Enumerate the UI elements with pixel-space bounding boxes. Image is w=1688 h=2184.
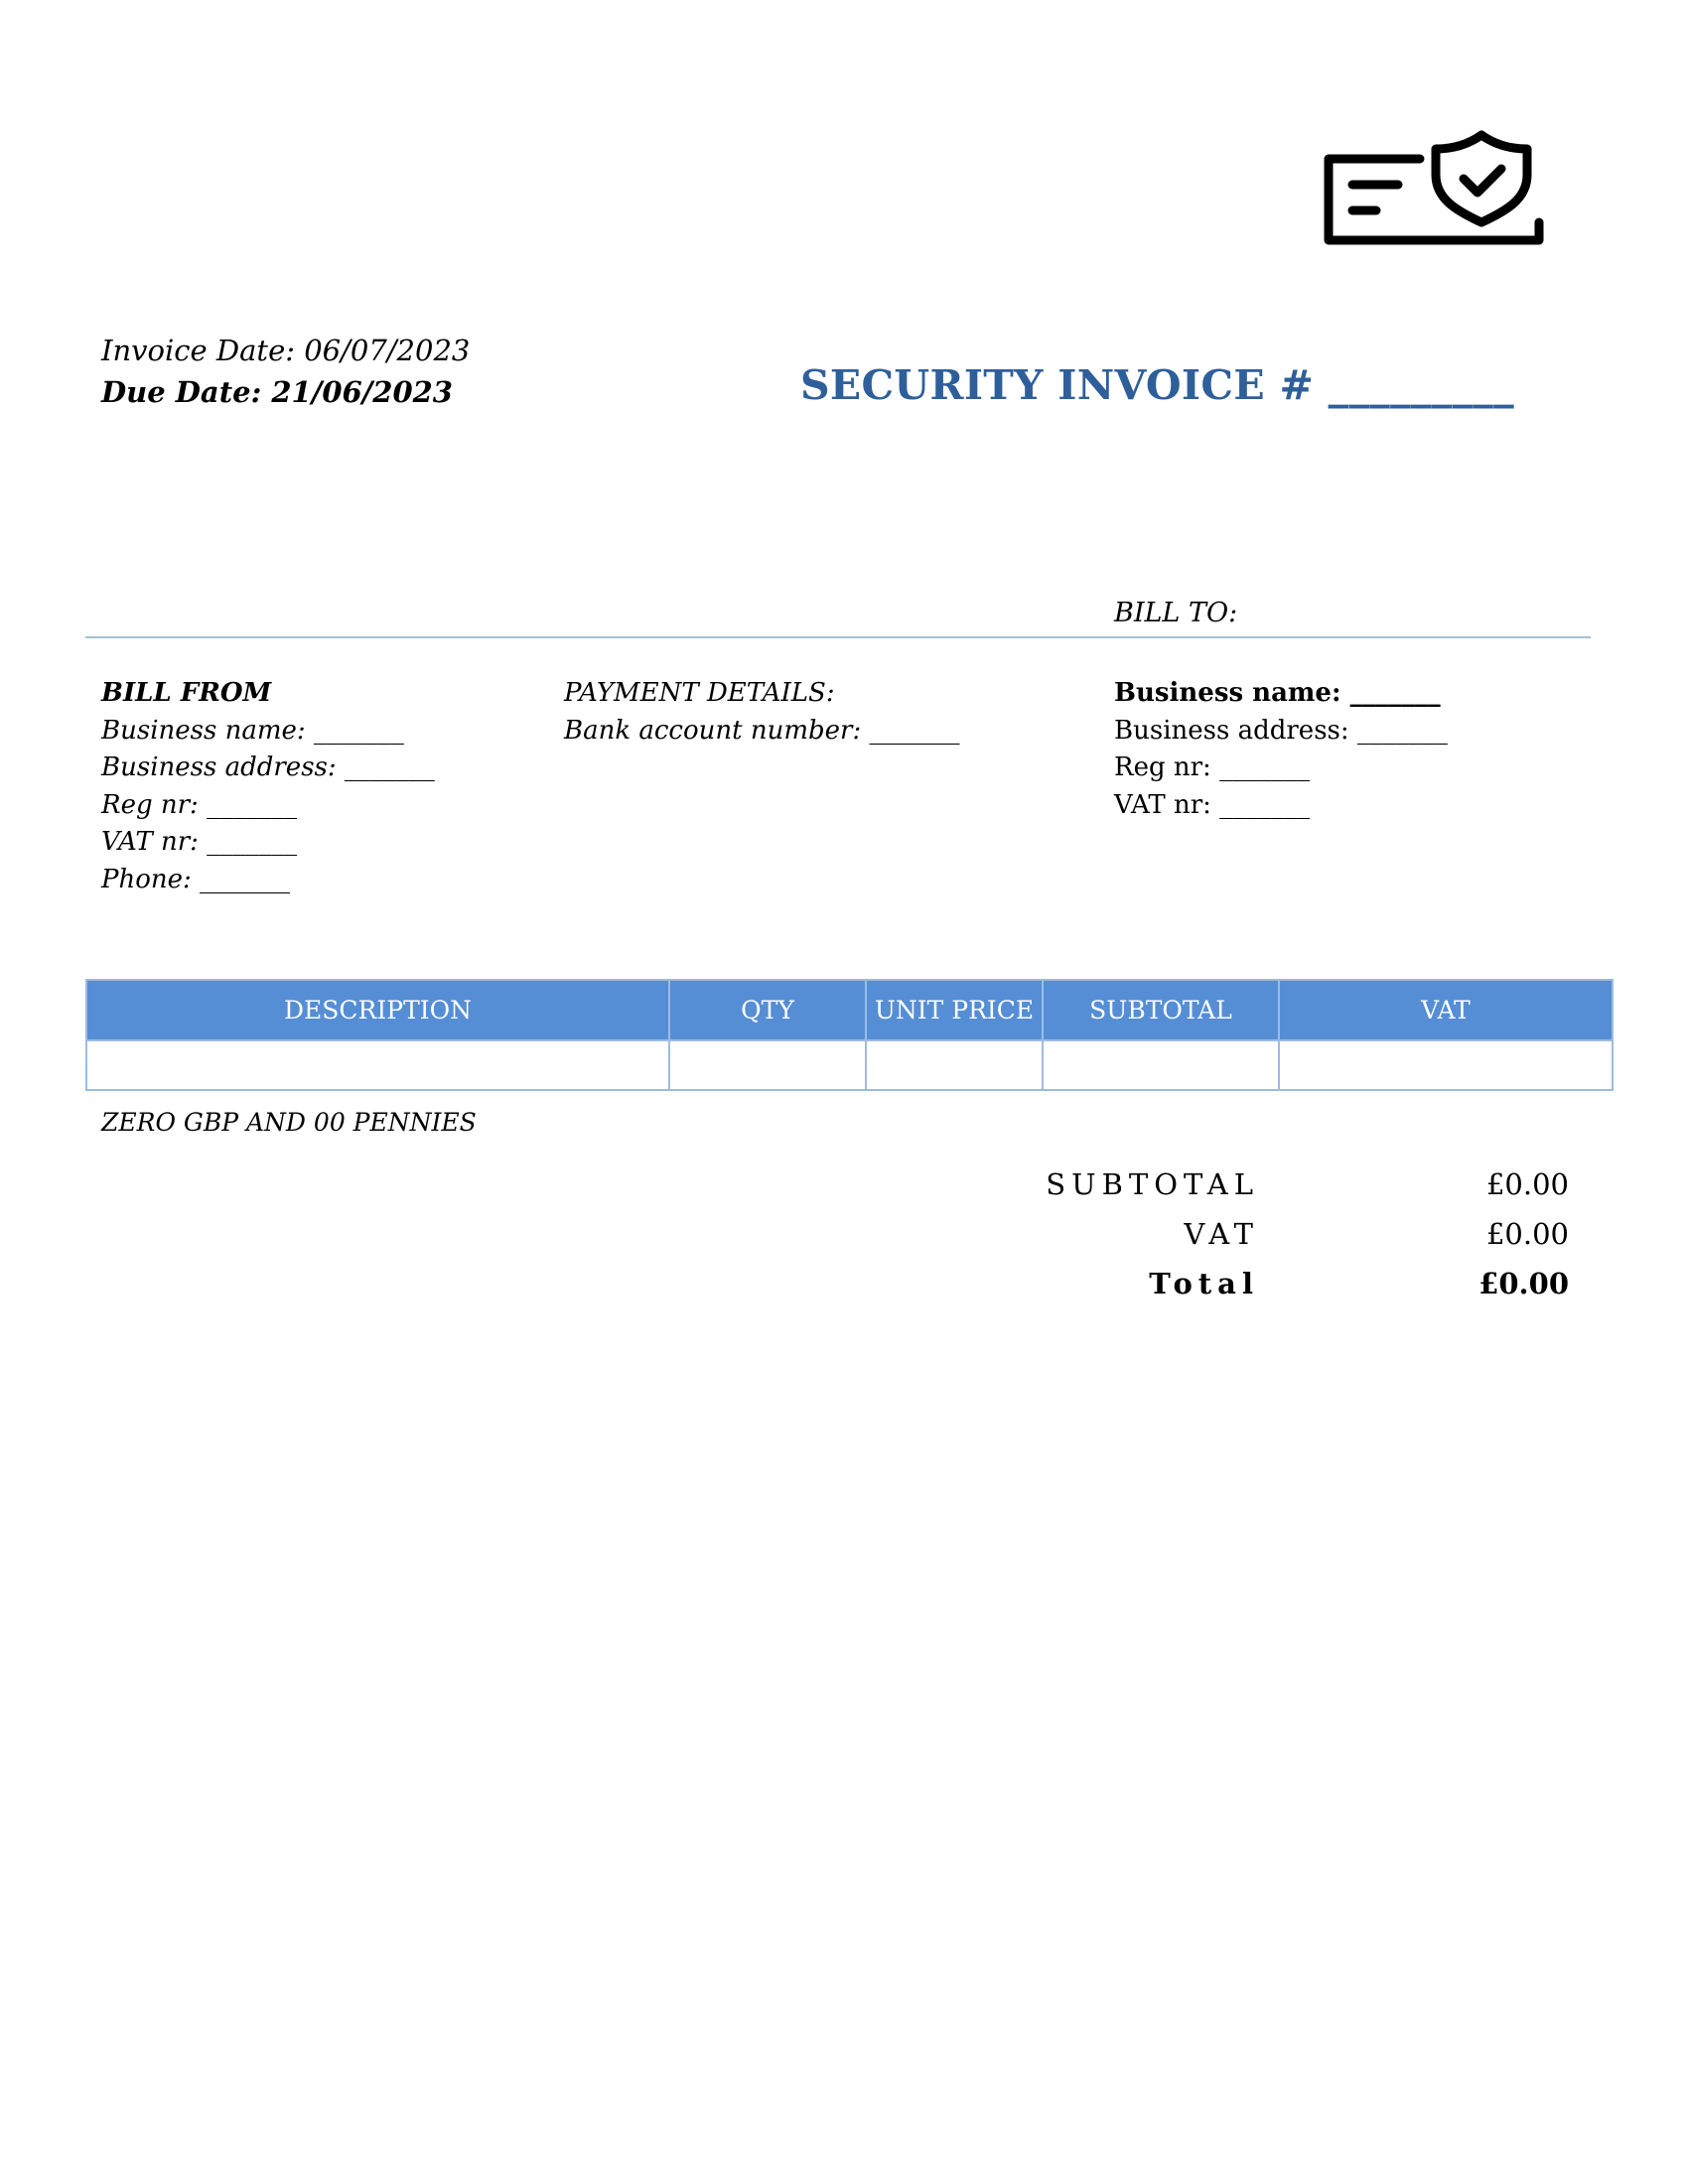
cell-qty (669, 1040, 866, 1090)
subtotal-value: £0.00 (1485, 1167, 1569, 1201)
subtotal-label: SUBTOTAL (1046, 1167, 1259, 1201)
table-row (86, 1040, 1613, 1090)
cell-description (86, 1040, 669, 1090)
col-subtotal: SUBTOTAL (1043, 980, 1279, 1040)
vat-value: £0.00 (1485, 1217, 1569, 1251)
payment-heading: PAYMENT DETAILS: (564, 678, 835, 708)
bill-to-vat-nr: VAT nr: _______ (1114, 789, 1311, 820)
bill-from-business-address: Business address: _______ (101, 752, 435, 782)
items-table (85, 979, 1614, 1091)
totals-block (993, 1160, 1569, 1308)
bill-to-block (1114, 675, 1448, 824)
cell-subtotal (1043, 1040, 1279, 1090)
cell-unit-price (866, 1040, 1043, 1090)
bill-to-business-name: Business name: _______ (1114, 678, 1441, 708)
bill-from-block (101, 675, 435, 898)
col-unit-price: UNIT PRICE (866, 980, 1043, 1040)
invoice-title: SECURITY INVOICE # _________ (800, 361, 1514, 409)
subtotal-row (993, 1160, 1569, 1209)
total-label: Total (1149, 1267, 1259, 1300)
total-row (993, 1259, 1569, 1308)
col-description: DESCRIPTION (86, 980, 669, 1040)
invoice-date: Invoice Date: 06/07/2023 (101, 334, 471, 367)
bill-from-phone: Phone: _______ (101, 864, 291, 894)
col-vat: VAT (1279, 980, 1613, 1040)
card-shield-check-icon (1319, 127, 1549, 250)
cell-vat (1279, 1040, 1613, 1090)
total-value: £0.00 (1478, 1267, 1569, 1300)
bill-from-heading: BILL FROM (101, 678, 272, 708)
dates-block (101, 330, 470, 413)
bill-from-vat-nr: VAT nr: _______ (101, 827, 298, 857)
col-qty: QTY (669, 980, 866, 1040)
bill-to-business-address: Business address: _______ (1114, 715, 1448, 746)
bill-from-reg-nr: Reg nr: _______ (101, 789, 298, 820)
bill-to-heading: BILL TO: (1114, 598, 1238, 628)
bill-from-business-name: Business name: _______ (101, 715, 404, 746)
due-date: Due Date: 21/06/2023 (101, 375, 453, 409)
vat-row (993, 1209, 1569, 1259)
table-header-row (86, 980, 1613, 1040)
payment-details-block (564, 675, 959, 750)
vat-label: VAT (1184, 1217, 1259, 1251)
amount-in-words: ZERO GBP AND 00 PENNIES (101, 1108, 477, 1137)
bank-account-number: Bank account number: _______ (564, 715, 960, 746)
header-divider (85, 636, 1591, 638)
bill-to-reg-nr: Reg nr: _______ (1114, 752, 1311, 782)
